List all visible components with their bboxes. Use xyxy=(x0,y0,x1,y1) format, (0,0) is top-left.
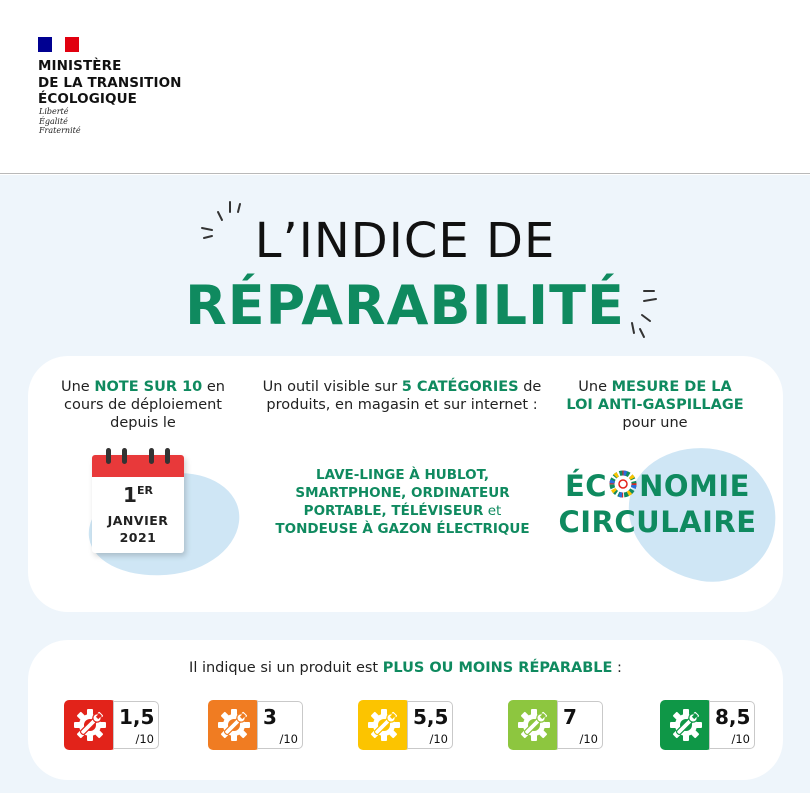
calendar-month-name: JANVIER xyxy=(107,513,169,528)
economy-part-2: NOMIE xyxy=(639,469,750,503)
flag-red xyxy=(65,37,79,52)
col-note-post: en cours de déploiement depuis le xyxy=(64,379,225,431)
product-line: LAVE-LINGE À HUBLOT, xyxy=(315,467,490,483)
badge-score-box xyxy=(257,701,303,749)
col-categories-highlight: 5 CATÉGORIES xyxy=(401,379,519,395)
calendar-ring xyxy=(165,448,170,464)
col-law-post: pour une xyxy=(622,415,688,431)
french-flag-logo xyxy=(38,37,79,52)
badge-score: 1,5 xyxy=(119,705,155,729)
badge-score-box xyxy=(557,701,603,749)
scale-intro xyxy=(28,660,783,676)
circular-arrows-icon xyxy=(608,469,638,499)
product-line: SMARTPHONE, ORDINATEUR xyxy=(295,485,510,501)
calendar-day-number: 1 xyxy=(123,483,137,507)
ministry-line: MINISTÈRE xyxy=(38,58,122,74)
motto-line: Liberté xyxy=(39,107,69,116)
product-line: TONDEUSE À GAZON ÉLECTRIQUE xyxy=(275,521,530,537)
calendar-ring xyxy=(149,448,154,464)
calendar-year: 2021 xyxy=(119,530,157,545)
scale-intro-pre: Il indique si un produit est xyxy=(189,660,383,676)
badge-score-box xyxy=(709,701,755,749)
gear-wrench-icon xyxy=(72,707,108,743)
calendar-ring xyxy=(106,448,111,464)
col-note-highlight: NOTE SUR 10 xyxy=(94,379,203,395)
product-categories xyxy=(250,466,555,538)
economy-part-1: ÉC xyxy=(565,469,608,503)
badge-score-box xyxy=(407,701,453,749)
score-badge xyxy=(508,700,604,750)
col-law-text xyxy=(555,378,755,432)
title-line-2: RÉPARABILITÉ xyxy=(185,274,625,337)
motto-line: Égalité xyxy=(39,116,68,126)
col-law-highlight-1: MESURE DE LA xyxy=(611,379,732,395)
title-line-1: L’INDICE DE xyxy=(254,213,556,269)
col-note-text xyxy=(48,378,238,432)
badge-score: 5,5 xyxy=(413,705,449,729)
badge-icon-box xyxy=(508,700,560,750)
republic-motto xyxy=(39,107,81,136)
motto-line: Fraternité xyxy=(39,126,81,135)
header xyxy=(0,0,810,174)
badge-icon-box xyxy=(208,700,260,750)
badge-icon-box xyxy=(358,700,410,750)
badge-score: 7 xyxy=(563,705,577,729)
flag-blue xyxy=(38,37,52,52)
score-badge xyxy=(660,700,756,750)
calendar-month xyxy=(92,512,184,546)
calendar-icon xyxy=(92,455,184,553)
ministry-name xyxy=(38,58,182,108)
col-note-pre: Une xyxy=(61,379,95,395)
calendar-ring xyxy=(122,448,127,464)
col-categories-post: de produits, en magasin et sur internet : xyxy=(266,379,542,413)
product-line-text: PORTABLE, TÉLÉVISEUR xyxy=(303,503,484,519)
gear-wrench-icon xyxy=(668,707,704,743)
economy-line-2: CIRCULAIRE xyxy=(558,505,757,539)
ministry-line: ÉCOLOGIQUE xyxy=(38,91,137,107)
calendar-day-suffix: ER xyxy=(136,484,153,497)
badge-score-box xyxy=(113,701,159,749)
flag-white xyxy=(52,37,66,52)
badge-denominator: /10 xyxy=(579,732,598,746)
ministry-line: DE LA TRANSITION xyxy=(38,74,182,91)
badge-score: 3 xyxy=(263,705,277,729)
product-line xyxy=(250,502,555,520)
badge-icon-box xyxy=(64,700,116,750)
col-categories-pre: Un outil visible sur xyxy=(262,379,402,395)
gear-wrench-icon xyxy=(516,707,552,743)
circular-economy xyxy=(545,468,770,540)
gear-wrench-icon xyxy=(216,707,252,743)
col-law-pre: Une xyxy=(578,379,612,395)
score-badge xyxy=(358,700,454,750)
badge-denominator: /10 xyxy=(429,732,448,746)
badge-denominator: /10 xyxy=(279,732,298,746)
gear-wrench-icon xyxy=(366,707,402,743)
product-line-conjunction: et xyxy=(483,503,502,519)
score-badge xyxy=(208,700,304,750)
scale-intro-post: : xyxy=(612,660,622,676)
badge-denominator: /10 xyxy=(731,732,750,746)
col-law-highlight-2: LOI ANTI-GASPILLAGE xyxy=(566,397,744,413)
scale-intro-highlight: PLUS OU MOINS RÉPARABLE xyxy=(382,660,613,676)
badge-denominator: /10 xyxy=(135,732,154,746)
badge-icon-box xyxy=(660,700,712,750)
badge-score: 8,5 xyxy=(715,705,751,729)
col-categories-text xyxy=(262,378,542,414)
calendar-day xyxy=(92,483,184,507)
score-badge xyxy=(64,700,160,750)
